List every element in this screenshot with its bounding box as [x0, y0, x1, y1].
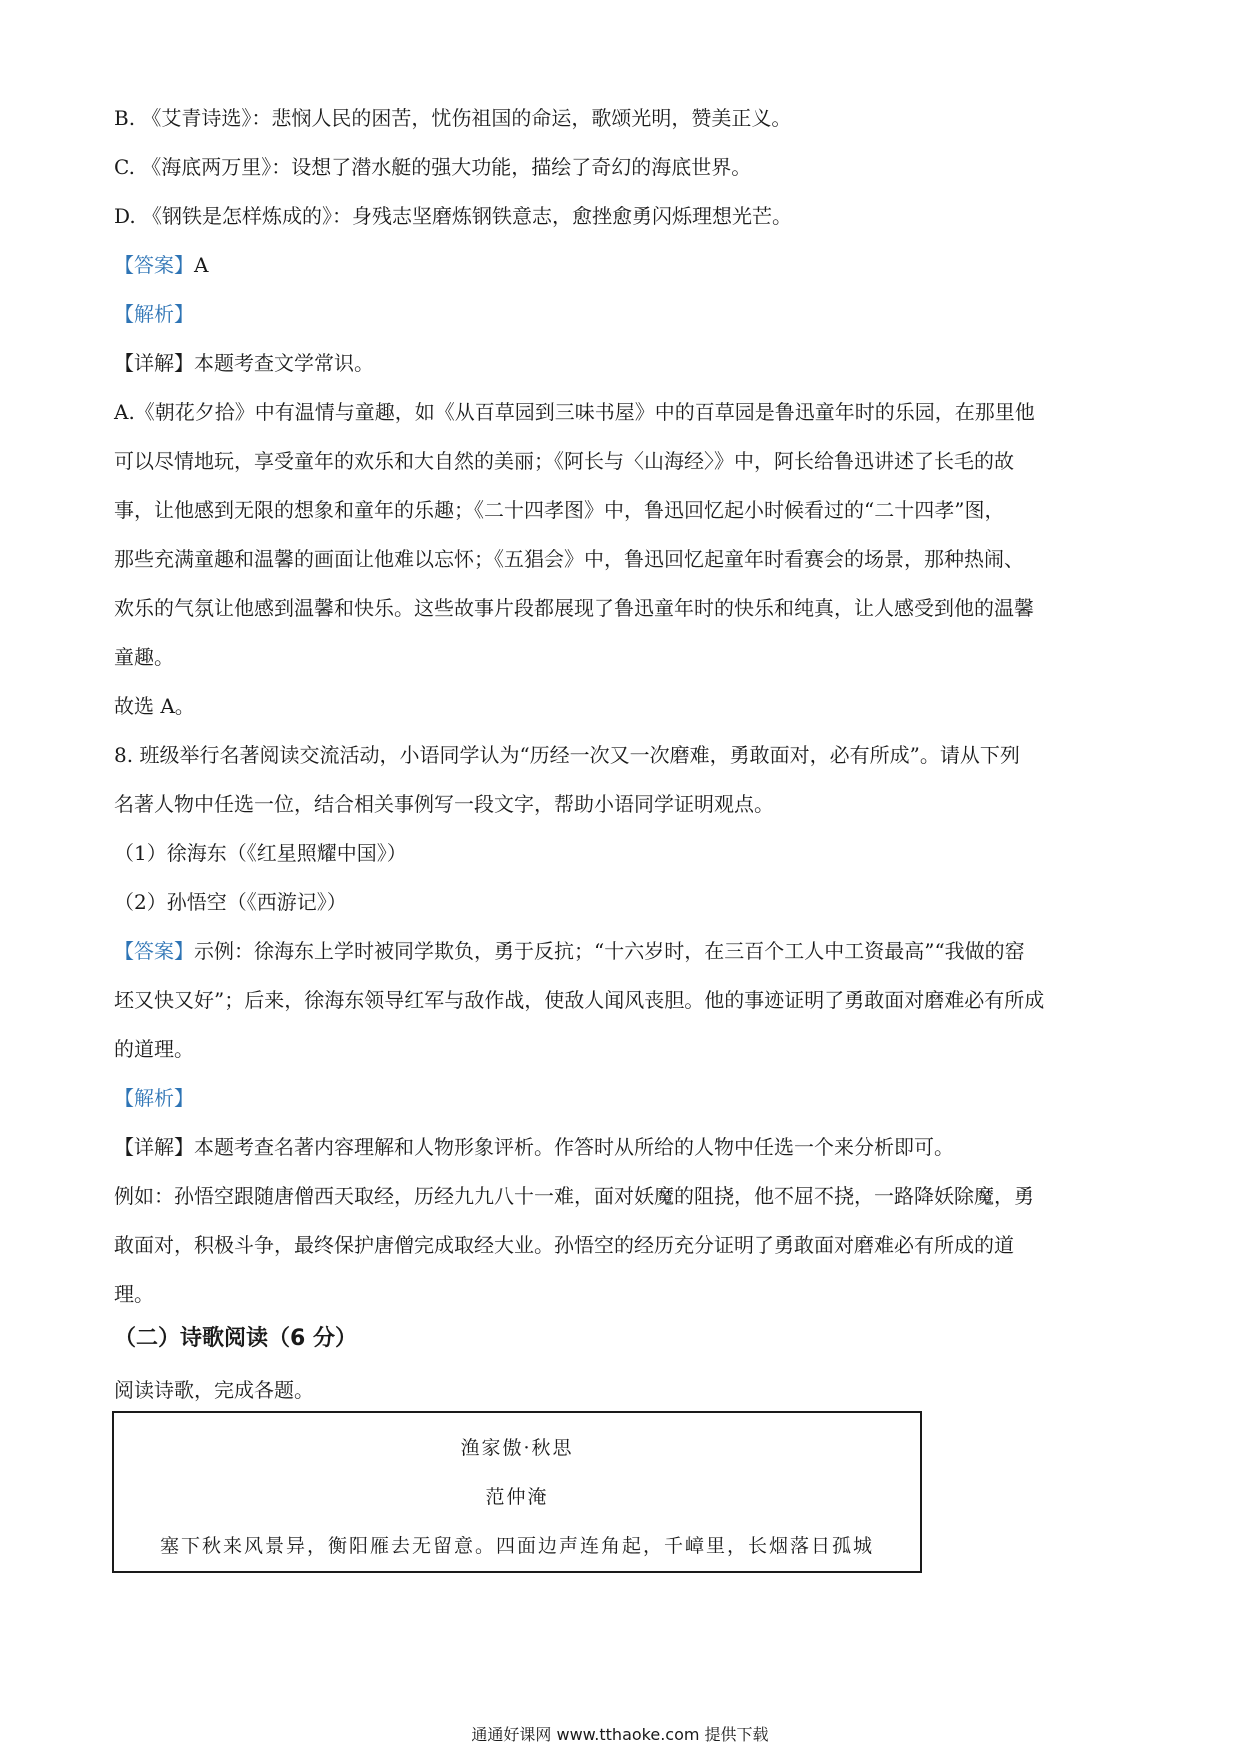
poem-box	[112, 1411, 922, 1573]
question-8: 8. 班级举行名著阅读交流活动，小语同学认为“历经一次又一次磨难，勇敢面对，必有所成”。请从下列	[114, 743, 1020, 767]
option-1: （1）徐海东（《红星照耀中国》）	[114, 841, 407, 865]
answer-text: A	[194, 253, 209, 277]
analysis-tag-7	[114, 300, 1134, 328]
paragraph-line: 的道理。	[114, 1037, 194, 1061]
answer-tag: 【答案】	[114, 939, 194, 963]
paragraph-line: 例如：孙悟空跟随唐僧西天取经，历经九九八十一难，面对妖魔的阻挠，他不屈不挠，一路降妖除魔，勇	[114, 1184, 1034, 1208]
paragraph-line: 欢乐的气氛让他感到温馨和快乐。这些故事片段都展现了鲁迅童年时的快乐和纯真，让人感受到他的温馨	[114, 596, 1034, 620]
analysis-tag: 【解析】	[114, 1086, 194, 1110]
option-2: （2）孙悟空（《西游记》）	[114, 890, 347, 914]
analysis-tag-8	[114, 1084, 1134, 1112]
answer-text: 示例：徐海东上学时被同学欺负，勇于反抗；“十六岁时，在三百个工人中工资最高”“我做的窑	[194, 939, 1025, 963]
answer-line-8	[114, 937, 1134, 965]
option-c: C. 《海底两万里》：设想了潜水艇的强大功能，描绘了奇幻的海底世界。	[114, 155, 752, 179]
question-8-cont: 名著人物中任选一位，结合相关事例写一段文字，帮助小语同学证明观点。	[114, 792, 774, 816]
paragraph-line: 事，让他感到无限的想象和童年的乐趣；《二十四孝图》中，鲁迅回忆起小时候看过的“二十四孝”图，	[114, 498, 1005, 522]
detail-line-7: 【详解】本题考查文学常识。	[114, 351, 374, 375]
paragraph-line: 可以尽情地玩，享受童年的欢乐和大自然的美丽；《阿长与〈山海经〉》中，阿长给鲁迅讲述了长毛的故	[114, 449, 1014, 473]
instruction-line: 阅读诗歌，完成各题。	[114, 1378, 314, 1402]
detail-line-8: 【详解】本题考查名著内容理解和人物形象评析。作答时从所给的人物中任选一个来分析即可。	[114, 1135, 954, 1159]
option-d: D. 《钢铁是怎样炼成的》：身残志坚磨炼钢铁意志，愈挫愈勇闪烁理想光芒。	[114, 204, 793, 228]
paragraph-line: 那些充满童趣和温馨的画面让他难以忘怀；《五猖会》中，鲁迅回忆起童年时看赛会的场景，那种热闹、	[114, 547, 1024, 571]
option-b: B. 《艾青诗选》：悲悯人民的困苦，忧伤祖国的命运，歌颂光明，赞美正义。	[114, 106, 792, 130]
footer-watermark: 通通好课网 www.tthaoke.com 提供下载	[471, 1725, 769, 1744]
poem-author: 范仲淹	[485, 1486, 549, 1508]
paragraph-line: 敢面对，积极斗争，最终保护唐僧完成取经大业。孙悟空的经历充分证明了勇敢面对磨难必有所成的道	[114, 1233, 1014, 1257]
paragraph-line: 童趣。	[114, 645, 174, 669]
answer-line-7	[114, 251, 1134, 279]
paragraph-line: 坯又快又好”；后来，徐海东领导红军与敌作战，使敌人闻风丧胆。他的事迹证明了勇敢面对磨难必有所成	[114, 988, 1045, 1012]
paragraph-line: A.《朝花夕拾》中有温情与童趣，如《从百草园到三味书屋》中的百草园是鲁迅童年时的乐园，在那里他	[114, 400, 1035, 424]
analysis-tag: 【解析】	[114, 302, 194, 326]
paragraph-line: 理。	[114, 1282, 154, 1306]
section-title: （二）诗歌阅读（6 分）	[114, 1326, 357, 1351]
conclusion-line: 故选 A。	[114, 694, 195, 718]
answer-tag: 【答案】	[114, 253, 194, 277]
poem-text: 塞下秋来风景异，衡阳雁去无留意。四面边声连角起，千嶂里，长烟落日孤城	[159, 1535, 874, 1557]
poem-title: 渔家傲·秋思	[460, 1437, 574, 1459]
